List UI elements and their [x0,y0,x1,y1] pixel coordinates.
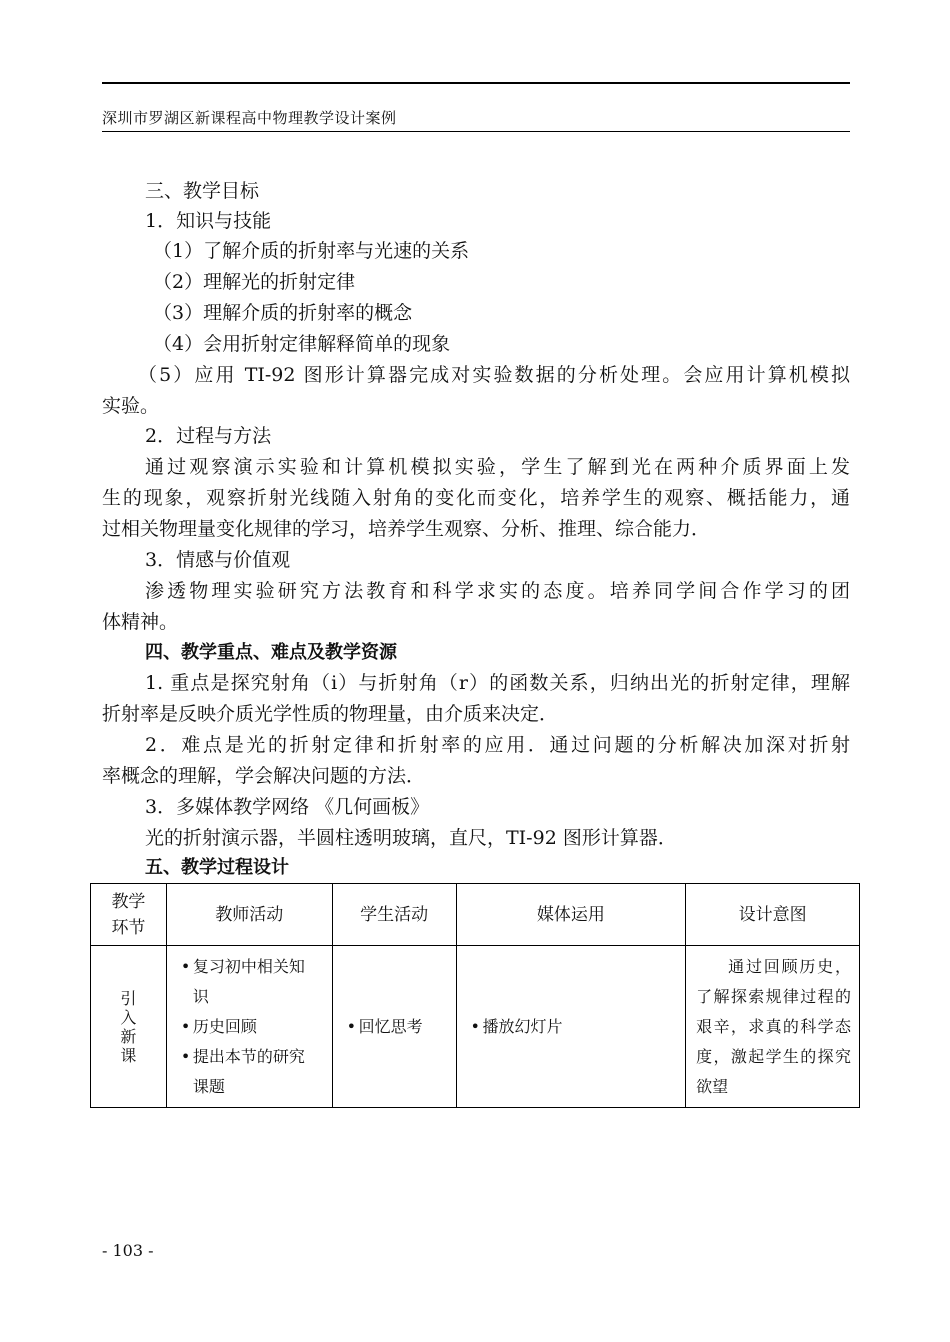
list-item [167,952,332,1012]
bullet-icon: • [180,1016,191,1036]
bullet-icon: • [180,956,191,976]
subsection-values-title: 3．情感与价值观 [145,549,291,571]
design-intent-cell [686,946,860,1108]
page-number: - 103 - [102,1241,154,1260]
objective-item-5-line2: 实验。 [102,395,160,417]
difficulty-line1: 2．难点是光的折射定律和折射率的应用．通过问题的分析解决加深对折射 [145,734,850,756]
objective-item-2: （2）理解光的折射定律 [153,271,356,293]
list-item [167,1012,332,1042]
resources-title: 3．多媒体教学网络 《几何画板》 [145,796,430,818]
design-intent-text: 通过回顾历史，了解探索规律过程的艰辛，求真的科学态度，激起学生的探究欲望 [696,956,851,1096]
list-item [457,1012,686,1042]
running-header: 深圳市罗湖区新课程高中物理教学设计案例 [102,109,397,127]
list-item [167,1042,332,1102]
key-point-line1: 1. 重点是探究射角（i）与折射角（r）的函数关系，归纳出光的折射定律，理解 [145,672,850,694]
teacher-item-3-line2: 课题 [192,1076,225,1096]
header-bottom-rule [102,131,850,132]
header-stage-line1: 教学 [111,891,146,912]
teacher-item-2: 历史回顾 [192,1016,257,1036]
subsection-knowledge-title: 1．知识与技能 [145,210,272,232]
process-paragraph-line3: 过相关物理量变化规律的学习，培养学生观察、分析、推理、综合能力． [102,518,711,540]
subsection-process-title: 2．过程与方法 [145,425,272,447]
values-paragraph-line1: 渗透物理实验研究方法教育和科学求实的态度。培养同学间合作学习的团 [145,580,850,602]
media-item: 播放幻灯片 [482,1016,563,1036]
objective-item-5-line1: （5）应用 TI-92 图形计算器完成对实验数据的分析处理。会应用计算机模拟 [138,364,850,386]
stage-label: 引入新课 [120,988,137,1065]
table-row [91,946,860,1108]
key-point-line2: 折射率是反映介质光学性质的物理量，由介质来决定． [102,703,559,725]
media-use-cell [456,946,686,1108]
stage-cell [91,946,167,1108]
bullet-icon: • [180,1046,191,1066]
table-header-row [91,884,860,946]
values-paragraph-line2: 体精神。 [102,611,179,633]
objective-item-1: （1）了解介质的折射率与光速的关系 [153,240,470,262]
process-paragraph-line1: 通过观察演示实验和计算机模拟实验，学生了解到光在两种介质界面上发 [145,456,850,478]
header-top-rule [102,82,850,84]
section-5-title: 五、教学过程设计 [145,857,289,878]
section-3-title: 三、教学目标 [145,180,260,202]
teaching-process-table [90,883,860,1108]
resources-body: 光的折射演示器，半圆柱透明玻璃，直尺，TI-92 图形计算器． [145,827,677,849]
objective-item-3: （3）理解介质的折射率的概念 [153,302,413,324]
teacher-item-1-line2: 识 [192,986,209,1006]
header-design-intent: 设计意图 [686,884,860,946]
student-item: 回忆思考 [358,1016,423,1036]
teacher-item-3-line1: 提出本节的研究 [192,1046,305,1066]
header-stage [91,884,167,946]
bullet-icon: • [470,1016,480,1036]
bullet-icon: • [346,1016,357,1036]
teacher-item-1-line1: 复习初中相关知 [192,956,305,976]
student-activity-cell [332,946,456,1108]
section-4-title: 四、教学重点、难点及教学资源 [145,642,397,663]
list-item [333,1012,456,1042]
difficulty-line2: 率概念的理解，学会解决问题的方法． [102,765,426,787]
teacher-activity-cell [166,946,332,1108]
header-teacher-activity: 教师活动 [166,884,332,946]
header-student-activity: 学生活动 [332,884,456,946]
objective-item-4: （4）会用折射定律解释简单的现象 [153,333,451,355]
process-paragraph-line2: 生的现象，观察折射光线随入射角的变化而变化，培养学生的观察、概括能力，通 [102,487,850,509]
header-media-use: 媒体运用 [456,884,686,946]
header-stage-line2: 环节 [111,917,146,938]
